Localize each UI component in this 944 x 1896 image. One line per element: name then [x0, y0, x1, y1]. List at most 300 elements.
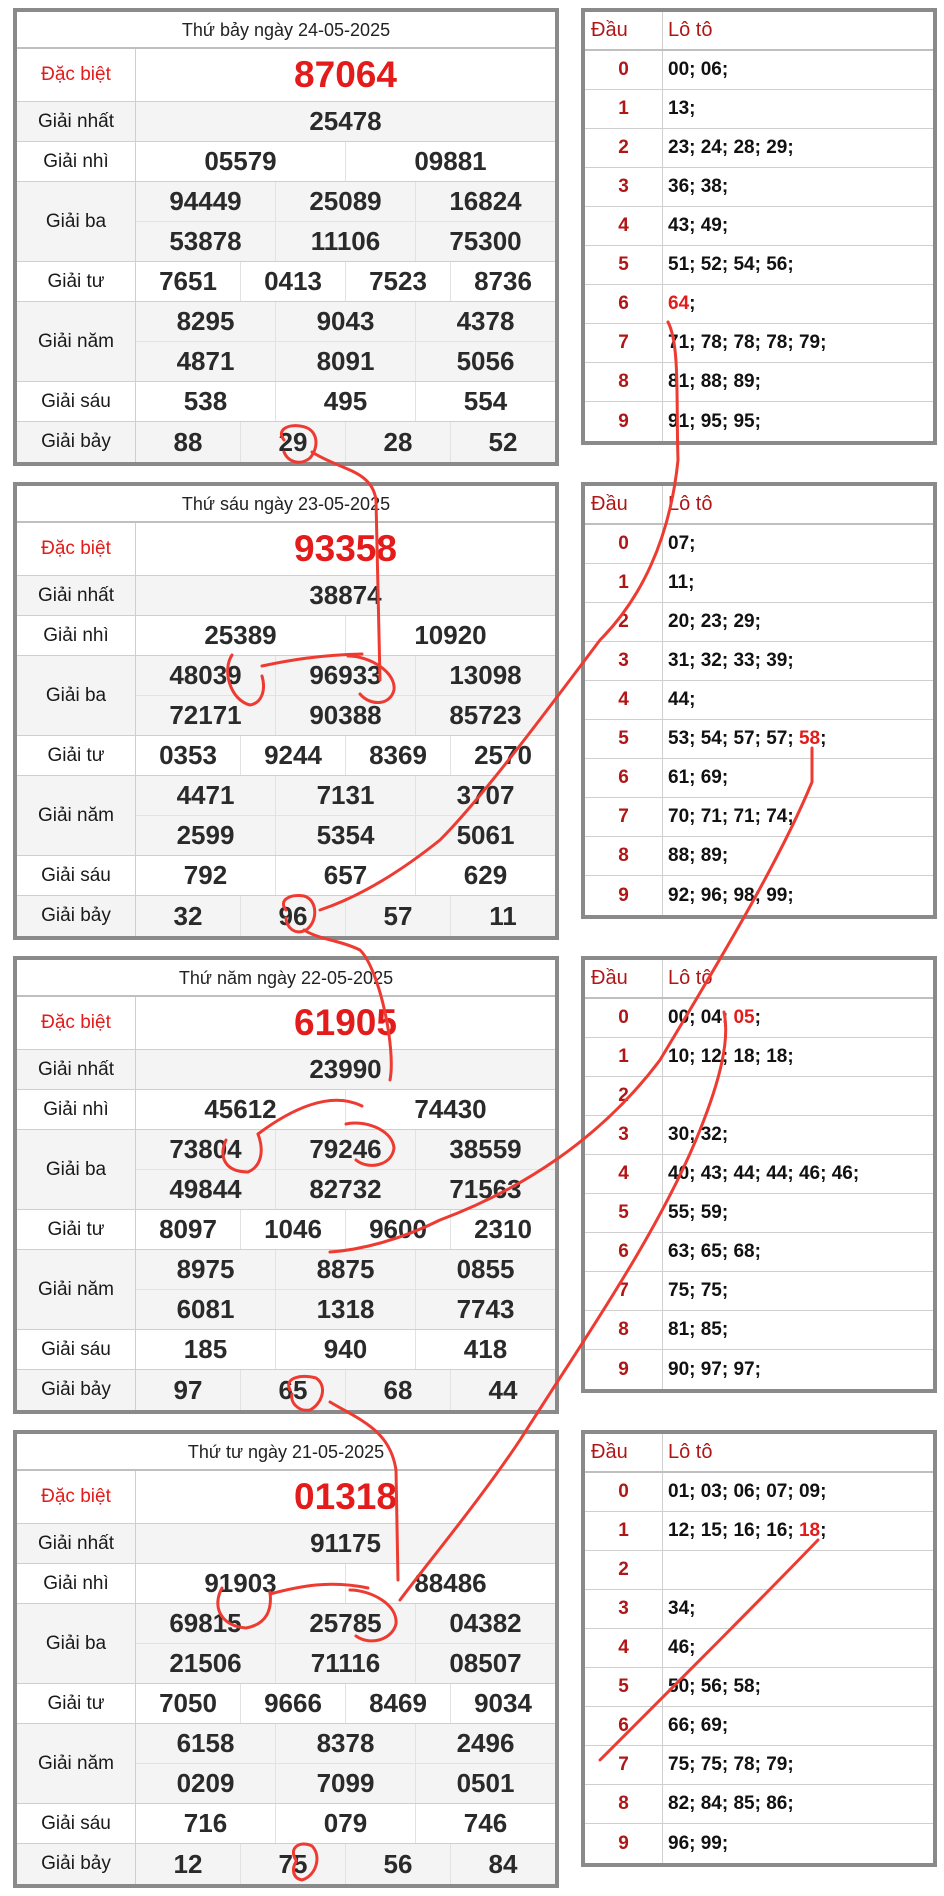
prize-numbers [136, 1330, 555, 1369]
loto-header: Lô tô [668, 1441, 713, 1463]
dau-digit: 9 [585, 1350, 663, 1389]
prize-number: 96933 [276, 656, 416, 695]
loto-list: 43; 49; [668, 215, 729, 236]
loto-values [663, 1155, 933, 1193]
loto-suffix: ; [820, 1520, 827, 1541]
prize-numbers [136, 1564, 555, 1603]
prize-number: 69815 [136, 1604, 276, 1643]
prize-numbers [136, 1524, 555, 1563]
dau-header: Đầu [585, 486, 663, 523]
loto-row [585, 1824, 933, 1863]
loto-values [663, 759, 933, 797]
prize-line [136, 1471, 555, 1523]
prize-number: 538 [136, 382, 276, 421]
loto-row [585, 999, 933, 1038]
prize-number: 7523 [346, 262, 451, 301]
day-block [0, 948, 944, 1422]
day-title: Thứ tư ngày 21-05-2025 [17, 1434, 555, 1471]
prize-number: 28 [346, 422, 451, 462]
loto-row [585, 246, 933, 285]
loto-row [585, 1233, 933, 1272]
loto-row [585, 1272, 933, 1311]
prize-label: Giải năm [17, 302, 136, 381]
prize-number: 8091 [276, 342, 416, 381]
prize-number: 2496 [456, 1728, 515, 1758]
prize-number: 0413 [241, 262, 346, 301]
prize-number: 32 [136, 896, 241, 936]
prize-line [136, 262, 555, 301]
results-table [13, 482, 559, 940]
prize-row [17, 1130, 555, 1210]
loto-row [585, 1629, 933, 1668]
prize-number: 90388 [276, 696, 416, 735]
loto-values [663, 1551, 933, 1589]
dau-digit: 8 [585, 1311, 663, 1349]
prize-numbers [136, 422, 555, 462]
prize-label: Giải sáu [17, 382, 136, 421]
loto-list: 34; [668, 1598, 696, 1619]
prize-line [136, 1169, 555, 1209]
loto-row [585, 525, 933, 564]
prize-numbers [136, 102, 555, 141]
prize-numbers [136, 776, 555, 855]
prize-number: 6081 [136, 1290, 276, 1329]
prize-row [17, 1844, 555, 1884]
prize-number: 05579 [136, 142, 346, 181]
loto-row [585, 759, 933, 798]
loto-row [585, 876, 933, 915]
loto-values [663, 168, 933, 206]
prize-numbers [136, 656, 555, 735]
prize-number: 38874 [309, 580, 382, 610]
prize-number: 25785 [276, 1604, 416, 1643]
dau-header: Đầu [585, 1434, 663, 1471]
loto-header: Lô tô [668, 19, 713, 41]
prize-numbers [136, 1250, 555, 1329]
prize-number: 8097 [136, 1210, 241, 1249]
prize-number: 2599 [136, 816, 276, 855]
prize-line [136, 182, 555, 221]
dau-digit: 0 [585, 999, 663, 1037]
prize-label: Giải ba [17, 1130, 136, 1209]
dau-digit: 2 [585, 1551, 663, 1589]
loto-values [663, 876, 933, 915]
prize-number: 4471 [136, 776, 276, 815]
prize-number: 2310 [474, 1214, 532, 1244]
prize-line [136, 1643, 555, 1683]
prize-line [136, 576, 555, 615]
day-title: Thứ bảy ngày 24-05-2025 [17, 12, 555, 49]
dau-digit: 9 [585, 402, 663, 441]
dau-header: Đầu [585, 12, 663, 49]
prize-row [17, 102, 555, 142]
prize-number: 0855 [456, 1254, 515, 1284]
loto-list: 50; 56; 58; [668, 1676, 761, 1697]
loto-values [663, 720, 933, 758]
prize-number: 8875 [276, 1250, 416, 1289]
dau-digit: 5 [585, 1668, 663, 1706]
prize-label: Giải bảy [17, 422, 136, 462]
loto-values [663, 1077, 933, 1115]
prize-number: 554 [463, 386, 508, 416]
dau-digit: 1 [585, 1038, 663, 1076]
prize-number: 7743 [456, 1294, 515, 1324]
prize-line [136, 1330, 555, 1369]
prize-row [17, 576, 555, 616]
prize-number: 85723 [449, 700, 522, 730]
prize-number: 7131 [276, 776, 416, 815]
dau-digit: 6 [585, 1233, 663, 1271]
loto-header-row [585, 12, 933, 51]
prize-row [17, 262, 555, 302]
loto-list: 40; 43; 44; 44; 46; 46; [668, 1163, 860, 1184]
prize-row [17, 776, 555, 856]
prize-number: 16824 [449, 186, 522, 216]
dau-digit: 7 [585, 798, 663, 836]
prize-number: 68 [346, 1370, 451, 1410]
loto-row [585, 1707, 933, 1746]
prize-number: 8295 [136, 302, 276, 341]
loto-row [585, 1350, 933, 1389]
results-table [13, 8, 559, 466]
prize-row [17, 896, 555, 936]
prize-label: Giải tư [17, 1684, 136, 1723]
dau-digit: 0 [585, 1473, 663, 1511]
dau-digit: 5 [585, 720, 663, 758]
prize-label: Giải sáu [17, 856, 136, 895]
prize-label: Giải sáu [17, 1330, 136, 1369]
prize-number: 629 [463, 860, 508, 890]
prize-number: 25389 [136, 616, 346, 655]
prize-line [136, 1524, 555, 1563]
prize-number: 7651 [136, 262, 241, 301]
loto-row [585, 798, 933, 837]
loto-list: 92; 96; 98; 99; [668, 884, 794, 906]
loto-list: 53; 54; 57; 57; [668, 728, 799, 749]
loto-row [585, 837, 933, 876]
prize-number: 25089 [276, 182, 416, 221]
dau-digit: 0 [585, 51, 663, 89]
prize-row [17, 616, 555, 656]
prize-number: 495 [276, 382, 416, 421]
prize-number: 52 [488, 426, 518, 457]
prize-line [136, 1250, 555, 1289]
prize-row [17, 182, 555, 262]
loto-values [663, 798, 933, 836]
prize-label: Đặc biệt [17, 997, 136, 1049]
prize-number: 11106 [276, 222, 416, 261]
prize-numbers [136, 997, 555, 1049]
prize-number: 75300 [449, 226, 522, 256]
prize-number: 74430 [414, 1094, 487, 1124]
prize-numbers [136, 1804, 555, 1843]
loto-list: 11; [668, 572, 695, 593]
loto-list: 23; 24; 28; 29; [668, 137, 794, 158]
prize-number: 4378 [456, 306, 515, 336]
results-table [13, 956, 559, 1414]
prize-line [136, 616, 555, 655]
prize-row [17, 1090, 555, 1130]
prize-number: 5061 [456, 820, 515, 850]
prize-number: 1046 [241, 1210, 346, 1249]
prize-number: 079 [276, 1804, 416, 1843]
prize-row [17, 302, 555, 382]
loto-row [585, 129, 933, 168]
prize-number: 94449 [136, 182, 276, 221]
prize-row [17, 1471, 555, 1524]
loto-values [663, 1512, 933, 1550]
prize-numbers [136, 1130, 555, 1209]
prize-number: 418 [463, 1334, 508, 1364]
loto-table [581, 482, 937, 919]
prize-label: Giải nhất [17, 1050, 136, 1089]
loto-row [585, 720, 933, 759]
prize-numbers [136, 182, 555, 261]
loto-header-row [585, 960, 933, 999]
loto-values [663, 1272, 933, 1310]
prize-numbers [136, 262, 555, 301]
prize-row [17, 49, 555, 102]
prize-number: 65 [241, 1370, 346, 1410]
prize-label: Đặc biệt [17, 49, 136, 101]
loto-row [585, 1785, 933, 1824]
dau-digit: 3 [585, 1590, 663, 1628]
prize-number: 96 [241, 896, 346, 936]
day-block [0, 1422, 944, 1896]
loto-row [585, 1746, 933, 1785]
loto-list: 70; 71; 71; 74; [668, 806, 794, 827]
loto-list: 10; 12; 18; 18; [668, 1046, 794, 1067]
prize-number: 57 [346, 896, 451, 936]
prize-line [136, 856, 555, 895]
loto-highlight: 18 [798, 1520, 821, 1541]
prize-line [136, 1050, 555, 1089]
loto-row [585, 1512, 933, 1551]
loto-values [663, 1824, 933, 1863]
prize-number: 1318 [276, 1290, 416, 1329]
loto-list: 61; 69; [668, 767, 729, 788]
prize-line [136, 1844, 555, 1884]
prize-number: 6158 [136, 1724, 276, 1763]
prize-number: 38559 [449, 1134, 522, 1164]
prize-row [17, 422, 555, 462]
prize-line [136, 1370, 555, 1410]
prize-label: Giải nhất [17, 102, 136, 141]
loto-list: 20; 23; 29; [668, 611, 761, 632]
prize-number: 73804 [136, 1130, 276, 1169]
loto-row [585, 1116, 933, 1155]
dau-digit: 2 [585, 1077, 663, 1115]
loto-values [663, 999, 933, 1037]
loto-row [585, 1311, 933, 1350]
prize-label: Giải sáu [17, 1804, 136, 1843]
loto-row [585, 564, 933, 603]
prize-row [17, 382, 555, 422]
prize-label: Giải bảy [17, 896, 136, 936]
prize-line [136, 102, 555, 141]
prize-number: 71116 [276, 1644, 416, 1683]
prize-line [136, 221, 555, 261]
loto-row [585, 1194, 933, 1233]
prize-number: 10920 [414, 620, 487, 650]
dau-header: Đầu [585, 960, 663, 997]
loto-values [663, 1590, 933, 1628]
dau-digit: 6 [585, 285, 663, 323]
prize-numbers [136, 1724, 555, 1803]
prize-number: 4871 [136, 342, 276, 381]
loto-row [585, 681, 933, 720]
prize-line [136, 656, 555, 695]
loto-list: 00; 06; [668, 59, 729, 80]
day-title: Thứ năm ngày 22-05-2025 [17, 960, 555, 997]
prize-row [17, 1370, 555, 1410]
prize-label: Giải tư [17, 262, 136, 301]
loto-values [663, 246, 933, 284]
loto-row [585, 1038, 933, 1077]
loto-table [581, 8, 937, 445]
prize-number: 185 [136, 1330, 276, 1369]
loto-row [585, 363, 933, 402]
loto-values [663, 51, 933, 89]
prize-number: 97 [136, 1370, 241, 1410]
loto-list: 81; 85; [668, 1319, 729, 1340]
loto-row [585, 603, 933, 642]
loto-list: 96; 99; [668, 1832, 729, 1854]
prize-label: Đặc biệt [17, 523, 136, 575]
prize-row [17, 1250, 555, 1330]
loto-values [663, 1038, 933, 1076]
dau-digit: 1 [585, 1512, 663, 1550]
prize-numbers [136, 49, 555, 101]
loto-row [585, 1077, 933, 1116]
loto-row [585, 207, 933, 246]
prize-numbers [136, 1210, 555, 1249]
prize-number: 71563 [449, 1174, 522, 1204]
prize-line [136, 422, 555, 462]
special-prize-number: 93358 [294, 528, 397, 569]
prize-label: Giải nhì [17, 1564, 136, 1603]
prize-number: 7099 [276, 1764, 416, 1803]
day-block [0, 0, 944, 474]
prize-line [136, 142, 555, 181]
prize-number: 49844 [136, 1170, 276, 1209]
prize-number: 657 [276, 856, 416, 895]
loto-list: 75; 75; [668, 1280, 729, 1301]
loto-values [663, 402, 933, 441]
loto-list: 88; 89; [668, 845, 729, 866]
dau-digit: 4 [585, 1155, 663, 1193]
loto-values [663, 207, 933, 245]
loto-header: Lô tô [668, 493, 713, 515]
loto-highlight: 05 [733, 1007, 755, 1028]
prize-label: Giải nhì [17, 142, 136, 181]
prize-label: Giải nhì [17, 616, 136, 655]
loto-table [581, 956, 937, 1393]
loto-list: 01; 03; 06; 07; 09; [668, 1481, 827, 1502]
dau-digit: 5 [585, 1194, 663, 1232]
prize-number: 2570 [474, 740, 532, 770]
prize-line [136, 49, 555, 101]
dau-digit: 8 [585, 363, 663, 401]
loto-highlight: 58 [798, 728, 821, 749]
prize-numbers [136, 856, 555, 895]
loto-table [581, 1430, 937, 1867]
prize-number: 9043 [276, 302, 416, 341]
loto-row [585, 642, 933, 681]
prize-number: 8736 [474, 266, 532, 296]
loto-row [585, 324, 933, 363]
prize-number: 9666 [241, 1684, 346, 1723]
prize-number: 56 [346, 1844, 451, 1884]
prize-numbers [136, 1370, 555, 1410]
loto-values [663, 1311, 933, 1349]
prize-number: 08507 [449, 1648, 522, 1678]
loto-values [663, 1116, 933, 1154]
prize-numbers [136, 142, 555, 181]
prize-number: 91175 [310, 1528, 381, 1558]
prize-label: Giải ba [17, 1604, 136, 1683]
loto-values [663, 1785, 933, 1823]
loto-values [663, 642, 933, 680]
loto-values [663, 324, 933, 362]
prize-number: 792 [136, 856, 276, 895]
prize-numbers [136, 1844, 555, 1884]
prize-line [136, 1090, 555, 1129]
loto-row [585, 402, 933, 441]
loto-list: 63; 65; 68; [668, 1241, 761, 1262]
dau-digit: 1 [585, 564, 663, 602]
prize-numbers [136, 616, 555, 655]
dau-digit: 8 [585, 1785, 663, 1823]
dau-digit: 0 [585, 525, 663, 563]
prize-label: Giải bảy [17, 1844, 136, 1884]
loto-values [663, 90, 933, 128]
special-prize-number: 87064 [294, 54, 397, 95]
prize-line [136, 815, 555, 855]
prize-numbers [136, 1050, 555, 1089]
loto-suffix: ; [754, 1007, 761, 1028]
loto-values [663, 525, 933, 563]
loto-list: 81; 88; 89; [668, 371, 761, 392]
prize-numbers [136, 1471, 555, 1523]
loto-values [663, 1194, 933, 1232]
loto-values [663, 1746, 933, 1784]
special-prize-number: 01318 [294, 1476, 397, 1517]
prize-line [136, 1804, 555, 1843]
loto-values [663, 564, 933, 602]
prize-row [17, 1564, 555, 1604]
results-table [13, 1430, 559, 1888]
prize-label: Giải tư [17, 736, 136, 775]
prize-line [136, 736, 555, 775]
dau-digit: 7 [585, 1746, 663, 1784]
loto-highlight: 64 [668, 293, 690, 314]
prize-row [17, 1604, 555, 1684]
prize-line [136, 1724, 555, 1763]
loto-list: 46; [668, 1637, 696, 1658]
prize-number: 23990 [309, 1054, 382, 1084]
prize-number: 84 [488, 1848, 518, 1879]
prize-number: 0209 [136, 1764, 276, 1803]
prize-number: 12 [136, 1844, 241, 1884]
loto-row [585, 1590, 933, 1629]
prize-row [17, 656, 555, 736]
loto-suffix: ; [820, 728, 827, 749]
day-title: Thứ sáu ngày 23-05-2025 [17, 486, 555, 523]
prize-number: 9244 [241, 736, 346, 775]
prize-numbers [136, 1090, 555, 1129]
dau-digit: 3 [585, 642, 663, 680]
